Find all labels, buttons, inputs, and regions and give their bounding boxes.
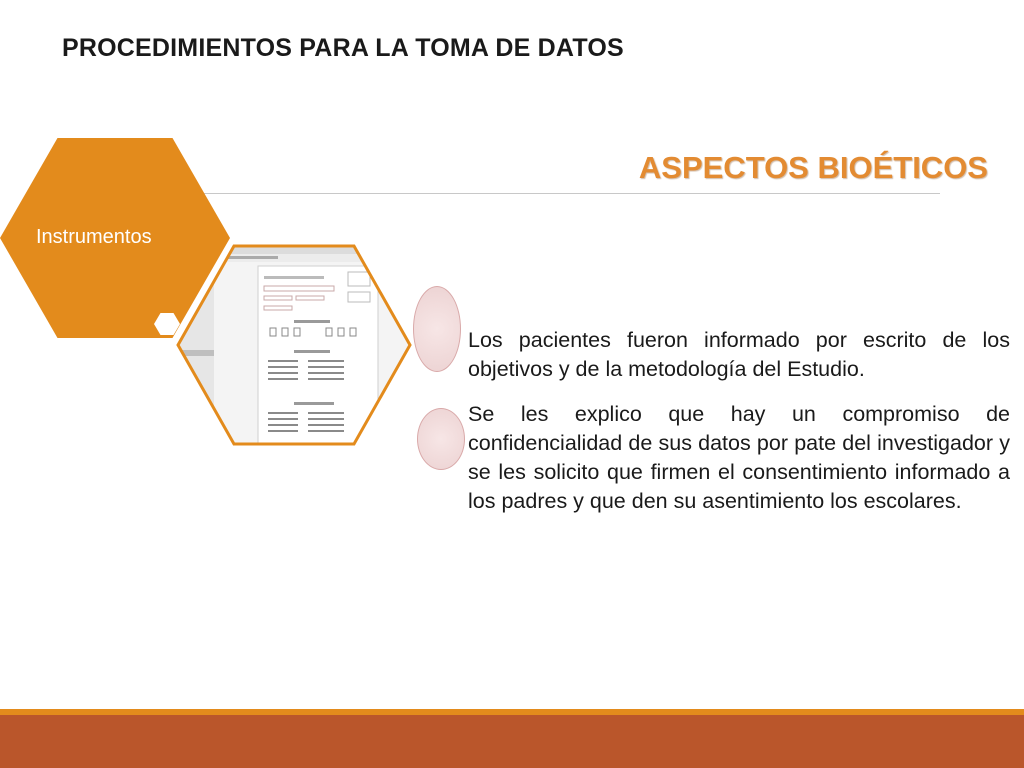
bullet-circle-2 [417, 408, 465, 470]
hexagon-label: Instrumentos [36, 226, 152, 248]
body-text [468, 326, 1010, 532]
section-title: ASPECTOS BIOÉTICOS [638, 150, 988, 185]
slide-title: PROCEDIMIENTOS PARA LA TOMA DE DATOS [62, 34, 624, 62]
form-screenshot-image [174, 242, 414, 448]
paragraph-2: Se les explico que hay un compromiso de confidencialidad de sus datos por pate del investigador y se les solicito que firmen el consentimiento informado a los padres y que den su asentimiento los escolares. [468, 402, 1010, 513]
paragraph-1: Los pacientes fueron informado por escrito de los objetivos y de la metodología del Estudio. [468, 328, 1010, 381]
form-screenshot-hexagon [174, 242, 414, 448]
bullet-circle-1 [413, 286, 461, 372]
title-divider [200, 193, 940, 194]
footer-bar [0, 715, 1024, 768]
